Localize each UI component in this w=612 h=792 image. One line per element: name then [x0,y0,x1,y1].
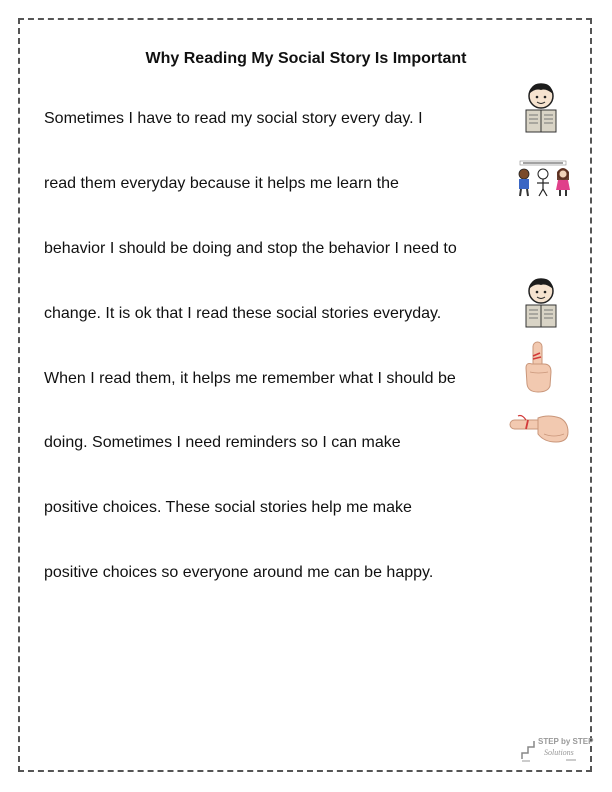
story-line-4: change. It is ok that I read these social stories everyday. [44,305,442,322]
finger-string-icon [508,410,570,446]
story-line-3: behavior I should be doing and stop the behavior I need to [44,240,457,257]
page-title: Why Reading My Social Story Is Important [145,50,467,67]
finger-remember-icon [518,338,558,394]
story-line-8: positive choices so everyone around me can be happy. [44,564,434,581]
behavior-kids-icon [514,160,576,198]
story-line-5: When I read them, it helps me remember what I should be [44,370,456,387]
story-line-1: Sometimes I have to read my social story every day. I [44,110,423,127]
story-line-7: positive choices. These social stories help me make [44,499,412,516]
svg-text:Solutions: Solutions [544,748,574,757]
boy-reading-icon [516,80,566,136]
boy-reading-icon-2 [516,275,566,331]
page-border [18,18,592,772]
step-by-step-logo [518,733,594,763]
svg-text:STEP by STEP: STEP by STEP [538,737,594,746]
story-line-6: doing. Sometimes I need reminders so I can make [44,434,401,451]
story-line-2: read them everyday because it helps me learn the [44,175,399,192]
